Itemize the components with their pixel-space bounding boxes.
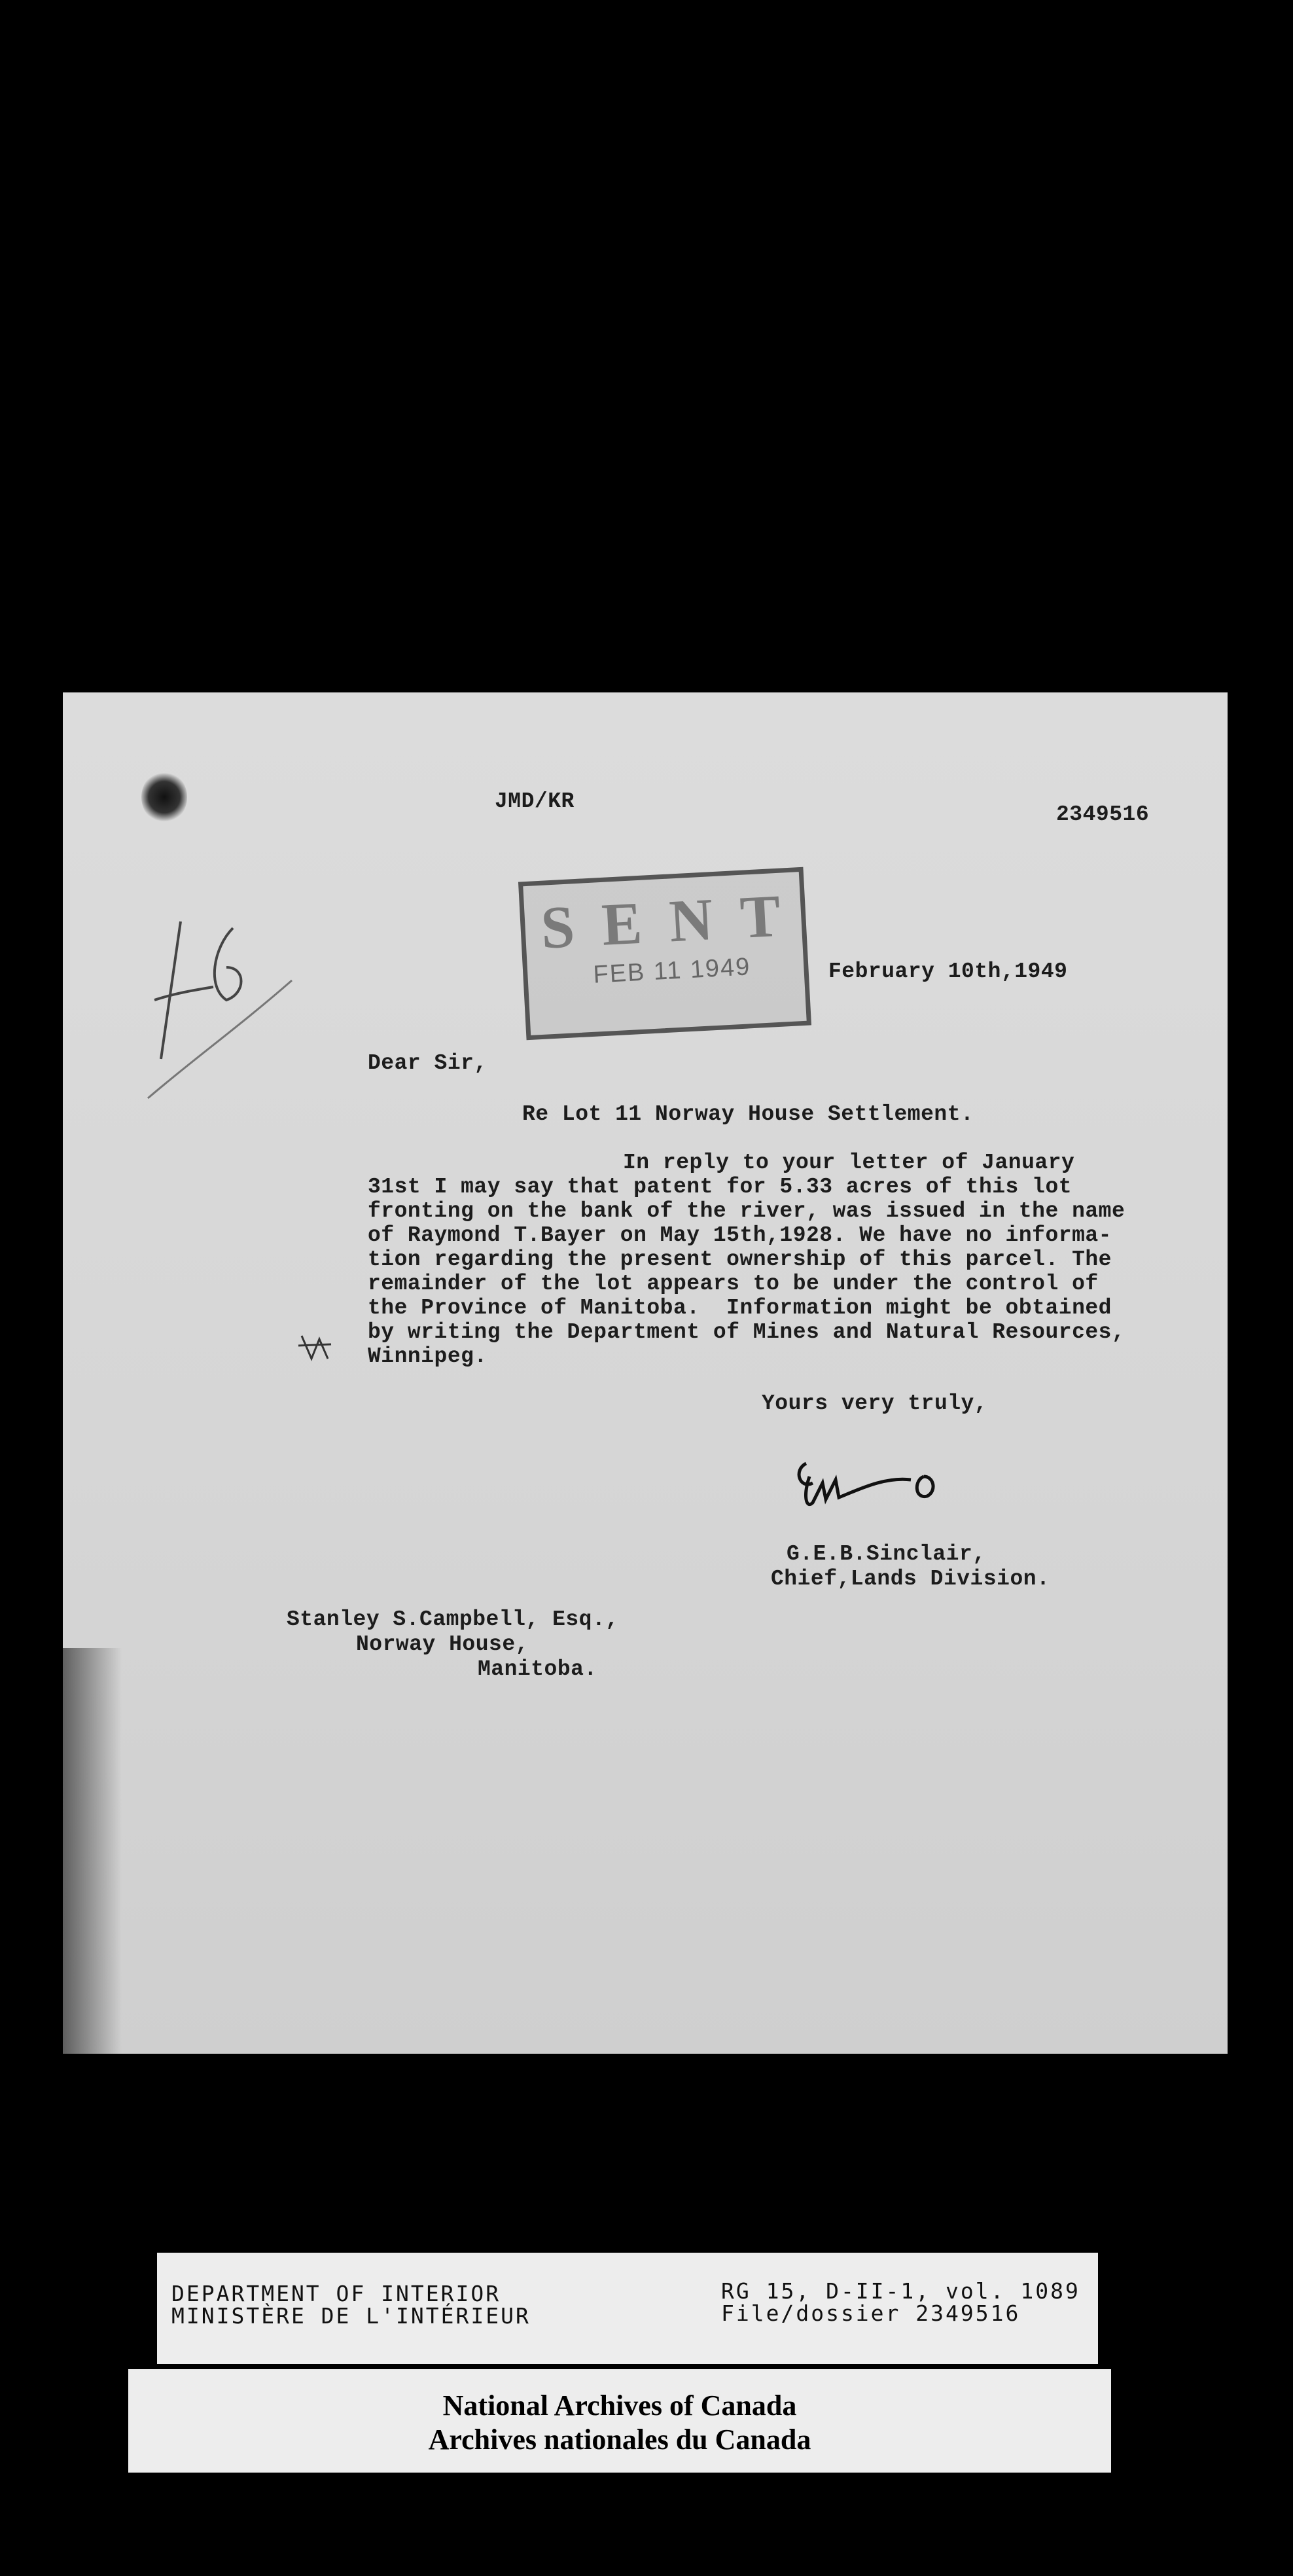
body-line: In reply to your letter of January — [623, 1151, 1075, 1175]
body-line: fronting on the bank of the river, was issued in the name — [368, 1199, 1125, 1223]
archive-name-strip — [128, 2369, 1111, 2473]
body-line: Winnipeg. — [368, 1344, 487, 1368]
signatory-name: G.E.B.Sinclair, — [787, 1542, 986, 1566]
sent-stamp — [518, 867, 811, 1040]
handwritten-margin-mark — [135, 863, 305, 1124]
body-line: of Raymond T.Bayer on May 15th,1928. We have no informa- — [368, 1223, 1112, 1247]
department-fr: MINISTÈRE DE L'INTÉRIEUR — [171, 2303, 531, 2329]
archive-reference-strip — [157, 2253, 1098, 2364]
file-number: 2349516 — [1056, 802, 1150, 827]
body-line: remainder of the lot appears to be under the control of — [368, 1272, 1099, 1296]
body-line: 31st I may say that patent for 5.33 acres of this lot — [368, 1175, 1072, 1199]
recipient-line: Manitoba. — [478, 1657, 597, 1681]
body-line: by writing the Department of Mines and Natural Resources, — [368, 1320, 1125, 1344]
department-en: DEPARTMENT OF INTERIOR — [171, 2281, 501, 2306]
stamp-date: FEB 11 1949 — [592, 953, 752, 989]
recipient-line: Norway House, — [356, 1632, 529, 1656]
reference-initials: JMD/KR — [495, 789, 575, 814]
subject-line: Re Lot 11 Norway House Settlement. — [522, 1102, 974, 1126]
closing: Yours very truly, — [762, 1391, 988, 1416]
body-line: tion regarding the present ownership of this parcel. The — [368, 1247, 1112, 1272]
archive-name-fr: Archives nationales du Canada — [428, 2424, 811, 2456]
signatory-title: Chief,Lands Division. — [771, 1567, 1050, 1591]
letter-page — [63, 692, 1228, 2054]
punch-hole — [141, 771, 187, 823]
archive-reference: RG 15, D-II-1, vol. 1089 — [721, 2278, 1080, 2304]
recipient-line: Stanley S.Campbell, Esq., — [287, 1607, 619, 1632]
letter-date: February 10th,1949 — [828, 959, 1068, 984]
margin-annotation-mark — [292, 1326, 338, 1372]
archive-name-en: National Archives of Canada — [442, 2389, 797, 2422]
handwritten-signature — [787, 1450, 957, 1522]
salutation: Dear Sir, — [368, 1051, 487, 1075]
body-line: the Province of Manitoba. Information might be obtained — [368, 1296, 1112, 1320]
stamp-word: SENT — [539, 880, 810, 961]
archive-file: File/dossier 2349516 — [721, 2300, 1021, 2326]
